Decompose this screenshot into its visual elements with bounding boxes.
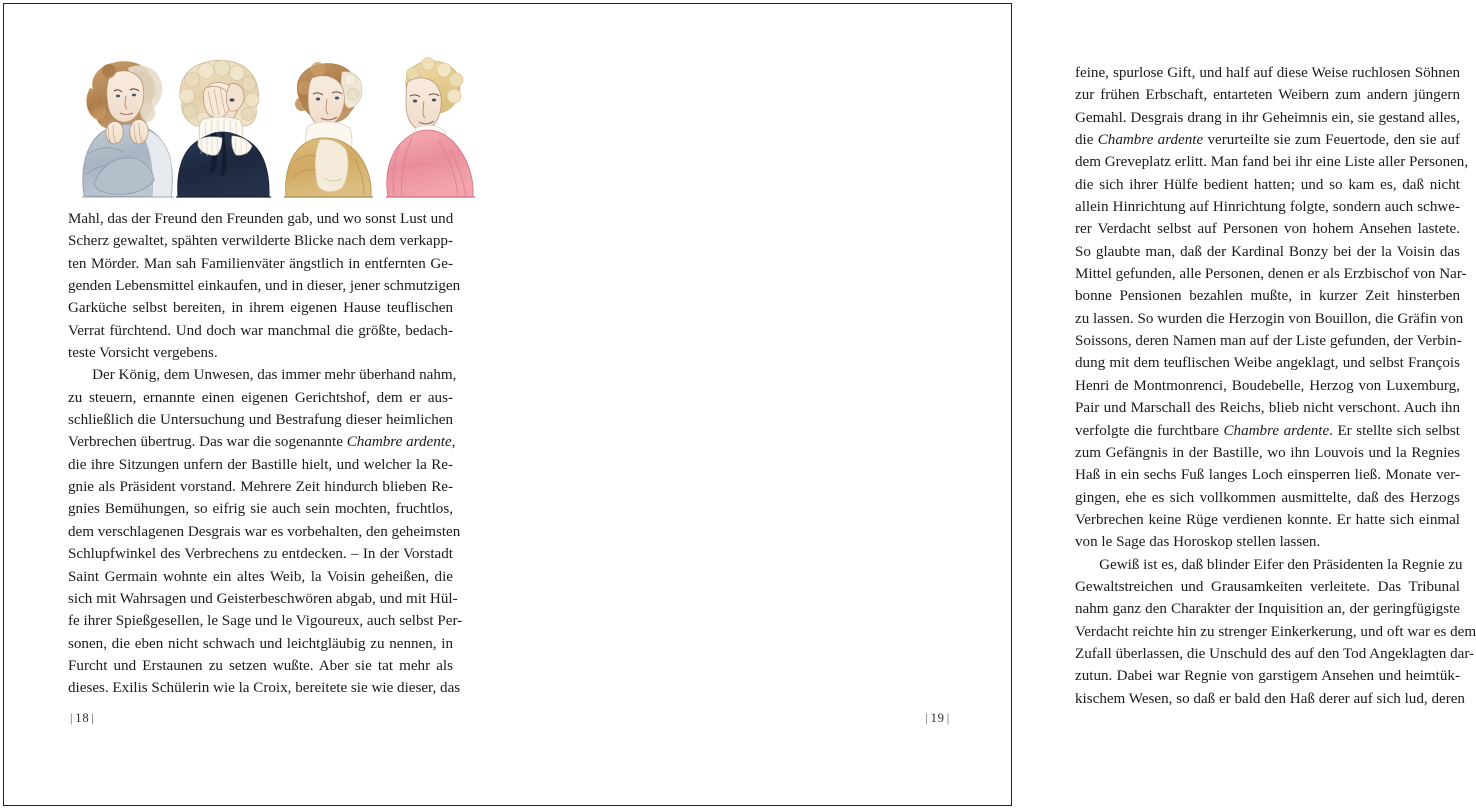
paragraph <box>68 364 463 699</box>
text-line: Pair und Marschall des Reichs, blieb nicht verschont. Auch ihn <box>1075 400 1460 417</box>
text-line: Mahl, das der Freund den Freunden gab, und wo sonst Lust und <box>68 211 454 227</box>
folio-number: 18 <box>75 711 90 725</box>
text-line: Haß in ein sechs Fuß langes Loch einsperren ließ. Monate ver- <box>1075 467 1460 484</box>
text-line: teste Vorsicht vergebens. <box>68 345 218 362</box>
text-line: allein Hinrichtung auf Hinrichtung folgte, sondern auch schwe- <box>1075 199 1460 216</box>
text-line: gnie als Präsident vorstand. Mehrere Zeit hindurch blieben Re- <box>68 479 453 496</box>
text-line: zu steuern, ernannte einen eigenen Gerichtshof, dem er aus- <box>68 389 453 406</box>
text-line: sich mit Wahrsagen und Geisterbeschwören abgab, und mit Hül- <box>68 590 458 607</box>
folio-right <box>923 711 952 726</box>
text-line: Verbrechen keine Rüge verdienen konnte. Er hatte sich einmal <box>1075 511 1460 528</box>
text-line: dem Greveplatz erlitt. Man fand bei ihr eine Liste aller Personen, <box>1075 154 1469 171</box>
folio-number: 19 <box>930 711 945 725</box>
paragraph <box>1075 62 1469 554</box>
text-line: Schlupfwinkel des Verbrechens zu entdecken. – In der Vorstadt <box>68 546 453 563</box>
text-line: Verdacht reichte hin zu strenger Einkerkerung, und oft war es dem <box>1075 623 1476 640</box>
illustration-figure-3 <box>284 62 373 197</box>
folio-suffix: | <box>91 711 95 725</box>
text-line: So glaubte man, daß der Kardinal Bonzy bei der la Voisin das <box>1075 243 1460 260</box>
text-line: verfolgte die furchtbare Chambre ardente. Er stellte sich selbst <box>1075 422 1460 439</box>
text-line: Furcht und Erstaunen zu setzen wußte. Aber sie tat mehr als <box>68 657 453 674</box>
page-left <box>0 0 510 812</box>
paragraph <box>1075 554 1476 710</box>
right-page-text <box>1075 62 1476 710</box>
text-line: Scherz gewaltet, spähten verwilderte Blicke nach dem verkapp- <box>68 233 453 250</box>
text-line: rer Verdacht selbst auf Personen von hohem Ansehen lastete. <box>1075 221 1460 238</box>
text-line: Gewaltstreichen und Grausamkeiten verleitete. Das Tribunal <box>1075 578 1460 595</box>
text-line: gnies Bemühungen, so eifrig sie auch sein mochten, fruchtlos, <box>68 501 453 518</box>
watercolor-illustration <box>68 58 480 203</box>
text-line: Soissons, deren Namen man auf der Liste gefunden, der Verbin- <box>1075 333 1462 350</box>
text-line: dem verschlagenen Desgrais war es vorbehalten, den geheimsten <box>68 523 461 540</box>
text-line: bonne Pensionen bezahlen mußte, in kurzer Zeit hinsterben <box>1075 288 1460 305</box>
text-line: Gewiß ist es, daß blinder Eifer den Präsidenten la Regnie zu <box>1099 556 1463 573</box>
text-line: Verrat fürchtend. Und doch war manchmal die größte, bedach- <box>68 322 453 339</box>
text-line: die Chambre ardente verurteilte sie zum Feuertode, den sie auf <box>1075 132 1460 149</box>
left-page-text <box>68 208 463 700</box>
text-line: sonen, die eben nicht schwach und leichtgläubig zu nennen, in <box>68 635 453 652</box>
text-line: ten Mörder. Man sah Familienväter ängstlich in entfernten Ge- <box>68 255 453 272</box>
folio-prefix: | <box>925 711 929 725</box>
text-line: die ihre Sitzungen unfern der Bastille hielt, und welcher la Re- <box>68 456 453 473</box>
folio-prefix: | <box>70 711 74 725</box>
text-line: zur frühen Erbschaft, entarteten Weibern zum andern jüngern <box>1075 87 1460 104</box>
text-line: Zufall überlassen, die Unschuld des auf den Tod Angeklagten dar- <box>1075 645 1475 662</box>
text-line: die sich ihrer Hülfe bedient hatten; und so kam es, daß nicht <box>1075 176 1460 193</box>
text-line: nahm ganz den Charakter der Inquisition an, der geringfügigste <box>1075 601 1460 618</box>
illustration-figure-4 <box>386 58 475 198</box>
text-line: dung mit dem teuflischen Weibe angeklagt, und selbst François <box>1075 355 1460 372</box>
text-line: feine, spurlose Gift, und half auf diese Weise ruchlosen Söhnen <box>1075 65 1460 81</box>
illustration-figure-2 <box>176 60 271 197</box>
text-line: Garküche selbst bereiten, in ihrem eigenen Hause teuflischen <box>68 300 453 317</box>
paragraph <box>68 208 461 364</box>
text-line: schließlich die Untersuchung und Bestrafung dieser heimlichen <box>68 412 453 429</box>
text-line: zu lassen. So wurden die Herzogin von Bouillon, die Gräfin von <box>1075 310 1464 327</box>
text-line: Mittel gefunden, alle Personen, denen er als Erzbischof von Nar- <box>1075 266 1467 283</box>
text-line: zutun. Dabei war Regnie von garstigem Ansehen und heimtük- <box>1075 668 1460 685</box>
text-line: zum Gefängnis in der Bastille, wo ihn Louvois und la Regnies <box>1075 444 1460 461</box>
text-line: genden Lebensmittel einkaufen, und in dieser, jener schmutzigen <box>68 278 461 295</box>
text-line: fe ihrer Spießgesellen, le Sage und le Vigoureux, auch selbst Per- <box>68 613 463 630</box>
text-line: von le Sage das Horoskop stellen lassen. <box>1075 534 1321 551</box>
folio-left <box>68 711 97 726</box>
text-line: Gemahl. Desgrais drang in ihr Geheimnis ein, sie gestand alles, <box>1075 109 1460 126</box>
text-line: gingen, ehe es sich vollkommen ausmittelte, daß des Herzogs <box>1075 489 1460 506</box>
text-line: kischem Wesen, so daß er bald den Haß derer auf sich lud, deren <box>1075 690 1465 707</box>
text-line: Henri de Montmonrenci, Boudebelle, Herzog von Luxemburg, <box>1075 377 1460 394</box>
illustration-figure-1 <box>82 61 174 197</box>
folio-suffix: | <box>946 711 950 725</box>
text-line: Verbrechen übertrug. Das war die sogenannte Chambre ardente, <box>68 434 456 451</box>
text-line: dieses. Exilis Schülerin wie la Croix, bereitete sie wie dieser, das <box>68 680 461 697</box>
text-line: Saint Germain wohnte ein altes Weib, la Voisin geheißen, die <box>68 568 453 585</box>
text-line: Der König, dem Unwesen, das immer mehr überhand nahm, <box>92 367 457 384</box>
page-right <box>510 0 1476 812</box>
